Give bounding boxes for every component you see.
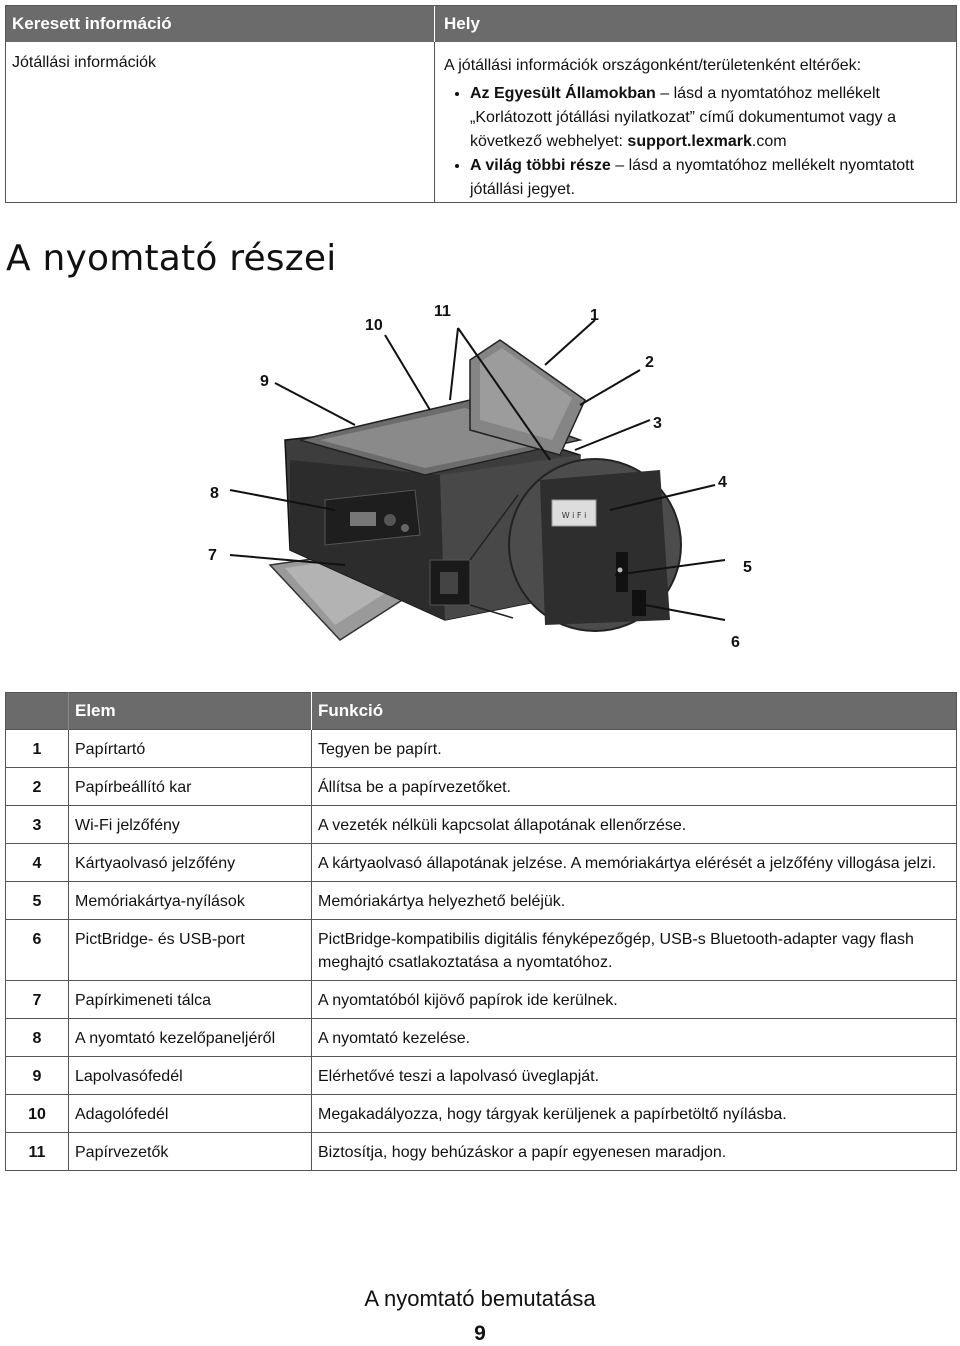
table-row xyxy=(6,882,957,920)
bullet-world-text: – lásd a nyomtatóhoz mellékelt nyomtatott jótállási jegyet. xyxy=(470,157,915,198)
table-row xyxy=(6,806,957,844)
support-link[interactable]: support.lexmark xyxy=(627,133,752,150)
callout-3: 3 xyxy=(653,415,662,432)
parts-function: A nyomtató kezelése. xyxy=(312,1019,957,1057)
callout-9: 9 xyxy=(260,373,269,390)
info-table-row xyxy=(6,42,956,202)
callout-11: 11 xyxy=(434,303,451,320)
parts-item: Papírkimeneti tálca xyxy=(69,981,312,1019)
bullet-us-bold: Az Egyesült Államokban xyxy=(470,85,656,102)
page-number: 9 xyxy=(474,1322,486,1345)
callout-4: 4 xyxy=(718,474,727,491)
warranty-label: Jótállási információk xyxy=(6,42,435,202)
parts-function: A kártyaolvasó állapotának jelzése. A memóriakártya elérését a jelzőfény villogása jelzi. xyxy=(312,844,957,882)
parts-function: PictBridge-kompatibilis digitális fényképezőgép, USB-s Bluetooth-adapter vagy flash meghajtó csatlakoztatása a nyomtatóhoz. xyxy=(312,920,957,981)
parts-item: Papírvezetők xyxy=(69,1133,312,1171)
parts-item: PictBridge- és USB-port xyxy=(69,920,312,981)
parts-function: Biztosítja, hogy behúzáskor a papír egyenesen maradjon. xyxy=(312,1133,957,1171)
footer-title: A nyomtató bemutatása xyxy=(364,1286,596,1311)
info-table-header xyxy=(6,6,956,42)
parts-num: 2 xyxy=(6,768,69,806)
table-row xyxy=(6,730,957,768)
parts-item: Kártyaolvasó jelzőfény xyxy=(69,844,312,882)
parts-item: Papírbeállító kar xyxy=(69,768,312,806)
parts-function: A vezeték nélküli kapcsolat állapotának ellenőrzése. xyxy=(312,806,957,844)
callout-10: 10 xyxy=(365,317,383,334)
parts-num: 1 xyxy=(6,730,69,768)
support-link-end: .com xyxy=(751,133,787,150)
warranty-info-table xyxy=(5,5,957,203)
callout-6: 6 xyxy=(731,634,740,651)
bullet-world-bold: A világ többi része xyxy=(470,157,611,174)
table-row xyxy=(6,1057,957,1095)
parts-num: 10 xyxy=(6,1095,69,1133)
warranty-list xyxy=(444,82,948,202)
warranty-bullet-us xyxy=(470,82,948,154)
parts-num: 5 xyxy=(6,882,69,920)
bullet-us-text: – lásd a nyomtatóhoz mellékelt „Korlátozott jótállási nyilatkozat” című dokumentumot vagy a következő webhelyet: xyxy=(470,85,896,150)
parts-item: Papírtartó xyxy=(69,730,312,768)
wifi-icon: W i F i xyxy=(561,511,587,520)
parts-function: Állítsa be a papírvezetőket. xyxy=(312,768,957,806)
table-row xyxy=(6,1133,957,1171)
parts-function: Elérhetővé teszi a lapolvasó üveglapját. xyxy=(312,1057,957,1095)
parts-num: 8 xyxy=(6,1019,69,1057)
warranty-intro: A jótállási információk országonként/területenként eltérőek: xyxy=(444,57,862,74)
parts-item: Memóriakártya-nyílások xyxy=(69,882,312,920)
parts-num: 7 xyxy=(6,981,69,1019)
parts-table xyxy=(5,692,957,1171)
parts-function: A nyomtatóból kijövő papírok ide kerülnek. xyxy=(312,981,957,1019)
parts-item: Wi-Fi jelzőfény xyxy=(69,806,312,844)
header-col-location: Hely xyxy=(444,14,480,33)
parts-function: Megakadályozza, hogy tárgyak kerüljenek a papírbetöltő nyílásba. xyxy=(312,1095,957,1133)
printer-illustration xyxy=(140,290,820,680)
header-col-info: Keresett információ xyxy=(6,6,435,42)
parts-item: A nyomtató kezelőpaneljéről xyxy=(69,1019,312,1057)
section-title: A nyomtató részei xyxy=(6,238,337,279)
warranty-bullet-world xyxy=(470,154,948,202)
header-function: Funkció xyxy=(312,693,957,730)
parts-table-header xyxy=(6,693,957,730)
parts-num: 9 xyxy=(6,1057,69,1095)
parts-function: Tegyen be papírt. xyxy=(312,730,957,768)
header-item: Elem xyxy=(69,693,312,730)
table-row xyxy=(6,768,957,806)
callout-7: 7 xyxy=(208,547,217,564)
parts-item: Lapolvasófedél xyxy=(69,1057,312,1095)
parts-item: Adagolófedél xyxy=(69,1095,312,1133)
table-row xyxy=(6,1019,957,1057)
parts-num: 3 xyxy=(6,806,69,844)
warranty-location xyxy=(435,42,956,202)
parts-num: 6 xyxy=(6,920,69,981)
table-row xyxy=(6,920,957,981)
callout-2: 2 xyxy=(645,354,654,371)
table-row xyxy=(6,981,957,1019)
parts-table-body xyxy=(6,730,957,1171)
table-row xyxy=(6,1095,957,1133)
parts-num: 11 xyxy=(6,1133,69,1171)
parts-num: 4 xyxy=(6,844,69,882)
callout-5: 5 xyxy=(743,559,752,576)
parts-function: Memóriakártya helyezhető beléjük. xyxy=(312,882,957,920)
callout-8: 8 xyxy=(210,485,219,502)
callout-1: 1 xyxy=(590,307,599,324)
table-row xyxy=(6,844,957,882)
